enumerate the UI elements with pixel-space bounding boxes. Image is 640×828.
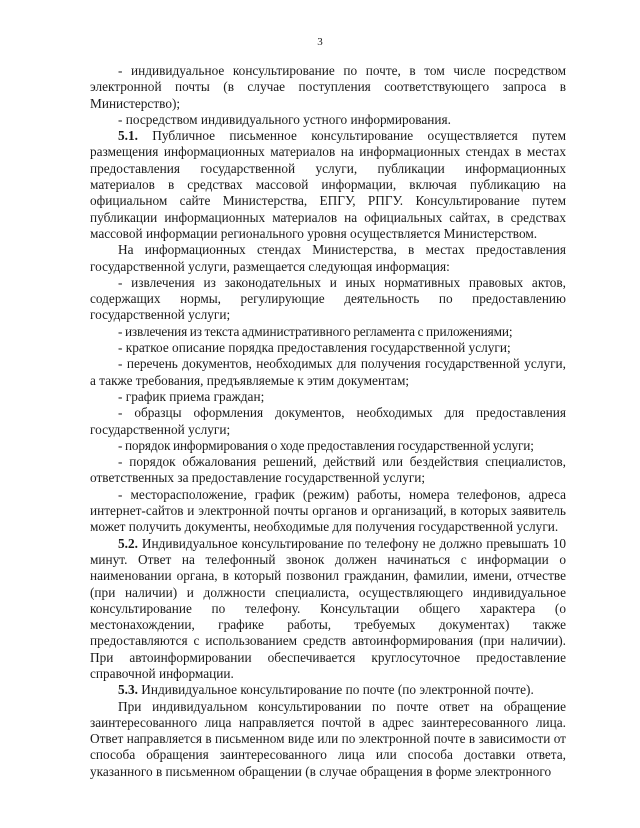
list-item-progress-informing: - порядок информирования о ходе предоставления государственной услуги;	[118, 437, 534, 453]
paragraph-section-5-2: 5.2. Индивидуальное консультирование по телефону не должно превышать 10 минут. Ответ на телефонный звонок должен начинаться с информации о наименовании органа, в который позвонил гражданин, фамилии, имени, отчестве (при наличии) и должности специалиста, осуществляющего индивидуальное консультирование по телефону. Консультации общего характера (о местонахождении, графике работы, требуемых документах) также предоставляются с использованием средств автоинформирования (при наличии). При автоинформировании обеспечивается круглосуточное предоставление справочной информации.	[90, 535, 566, 681]
page-number: 3	[317, 36, 323, 48]
list-item-appeal-procedure: - порядок обжалования решений, действий или бездействия специалистов, ответственных за предоставление государственной услуги;	[90, 454, 566, 486]
paragraph-stands-intro: На информационных стендах Министерства, в местах предоставления государственной услуги, размещается следующая информация:	[90, 242, 566, 274]
paragraph-oral-informing: - посредством индивидуального устного информирования.	[118, 111, 451, 127]
paragraph-mail-response: При индивидуальном консультировании по почте ответ на обращение заинтересованного лица направляется почтой в адрес заинтересованного лица. Ответ направляется в письменном виде или по электронной почте в зависимости от способа обращения заинтересованного лица или способа доставки ответа, указанного в письменном обращении (в случае обращения в форме электронного	[90, 698, 566, 779]
list-item-procedure-description: - краткое описание порядка предоставления государственной услуги;	[118, 340, 511, 356]
paragraph-section-5-1: 5.1. Публичное письменное консультирование осуществляется путем размещения информационных материалов на информационных стендах в местах предоставления государственной услуги, публикации информационных материалов в средствах массовой информации, включая публикацию на официальном сайте Министерства, ЕПГУ, РПГУ. Консультирование путем публикации информационных материалов на официальных сайтах, в средствах массовой информации регионального уровня осуществляется Министерством.	[90, 128, 566, 241]
list-item-reception-schedule: - график приема граждан;	[118, 388, 265, 404]
list-item-regulation-extracts: - извлечения из текста административного регламента с приложениями;	[118, 323, 513, 339]
section-number: 5.1.	[118, 128, 138, 144]
paragraph-section-5-3: 5.3. Индивидуальное консультирование по почте (по электронной почте).	[118, 682, 534, 698]
list-item-document-samples: - образцы оформления документов, необходимых для предоставления государственной услуги;	[90, 405, 566, 437]
document-body	[90, 63, 566, 780]
list-item-contacts: - месторасположение, график (режим) работы, номера телефонов, адреса интернет-сайтов и электронной почты органов и организаций, в которых заявитель может получить документы, необходимые для получения государственной услуги.	[90, 486, 566, 535]
section-number: 5.2.	[118, 535, 138, 551]
paragraph-email-consulting: - индивидуальное консультирование по почте, в том числе посредством электронной почты (в случае поступления соответствующего запроса в Министерство);	[90, 63, 566, 111]
list-item-documents-list: - перечень документов, необходимых для получения государственной услуги, а также требования, предъявляемые к этим документам;	[90, 356, 566, 388]
list-item-legal-extracts: - извлечения из законодательных и иных нормативных правовых актов, содержащих нормы, регулирующие деятельность по предоставлению государственной услуги;	[90, 274, 566, 323]
section-number: 5.3.	[118, 682, 138, 698]
